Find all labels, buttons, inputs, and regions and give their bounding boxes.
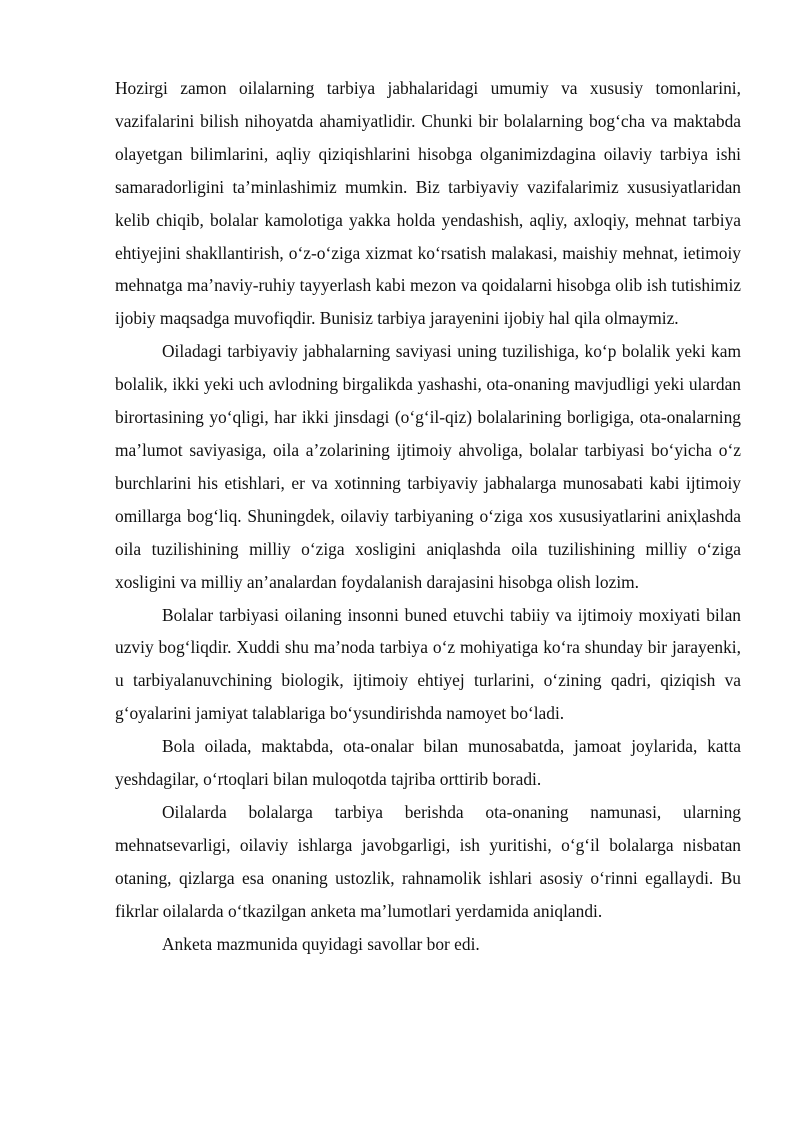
document-page (115, 72, 741, 960)
paragraph: Oilalarda bolalarga tarbiya berishda ota-onaning namunasi, ularning mehnatsevarligi, oilaviy ishlarga javobgarligi, ish yuritishi, o‘g‘il bolalarga nisbatan otaning, qizlarga esa onaning ustozlik, rahnamolik ishlari asosiy o‘rinni egallaydi. Bu fikrlar oilalarda o‘tkazilgan anketa ma’lumotlari yerdamida aniqlandi. (115, 801, 741, 921)
paragraph: Bola oilada, maktabda, ota-onalar bilan munosabatda, jamoat joylarida, katta yeshdagilar, o‘rtoqlari bilan muloqotda tajriba orttirib boradi. (115, 736, 741, 790)
paragraph: Bolalar tarbiyasi oilaning insonni buned etuvchi tabiiy va ijtimoiy moxiyati bilan uzviy bog‘liqdir. Xuddi shu ma’noda tarbiya o‘z mohiyatiga ko‘ra shunday bir jarayenki, u tarbiyalanuvchining biologik, ijtimoiy ehtiyej turlarini, o‘zining qadri, qiziqish va g‘oyalarini jamiyat talablariga bo‘ysundirishda namoyet bo‘ladi. (115, 604, 741, 724)
paragraph: Hozirgi zamon oilalarning tarbiya jabhalaridagi umumiy va xususiy tomonlarini, vazifalarini bilish nihoyatda ahamiyatlidir. Chunki bir bolalarning bog‘cha va maktabda olayetgan bilimlarini, aqliy qiziqishlarini hisobga olganimizdagina oilaviy tarbiya ishi samaradorligini ta’minlashimiz mumkin. Biz tarbiyaviy vazifalarimiz xususiyatlaridan kelib chiqib, bolalar kamolotiga yakka holda yendashish, aqliy, axloqiy, mehnat tarbiya ehtiyejini shakllantirish, o‘z-o‘ziga xizmat ko‘rsatish malakasi, maishiy mehnat, ietimoiy mehnatga ma’naviy-ruhiy tayyerlash kabi mezon va qoidalarni hisobga olib ish tutishimiz ijobiy maqsadga muvofiqdir. Bunisiz tarbiya jarayenini ijobiy hal qila olmaymiz. (115, 78, 741, 329)
paragraph: Oiladagi tarbiyaviy jabhalarning saviyasi uning tuzilishiga, ko‘p bolalik yeki kam bolalik, ikki yeki uch avlodning birgalikda yashashi, ota-onaning mavjudligi yeki ulardan birortasining yo‘qligi, har ikki jinsdagi (o‘g‘il-qiz) bolalarining borligiga, ota-onalarning ma’lumot saviyasiga, oila a’zolarining ijtimoiy ahvoliga, bolalar tarbiyasi bo‘yicha o‘z burchlarini his etishlari, er va xotinning tarbiyaviy jabhalarga munosabati kabi ijtimoiy omillarga bog‘liq. Shuningdek, oilaviy tarbiyaning o‘ziga xos xususiyatlarini aniҳlashda oila tuzilishining milliy o‘ziga xosligini aniqlashda oila tuzilishining milliy o‘ziga xosligini va milliy an’analardan foydalanish darajasini hisobga olish lozim. (115, 341, 741, 592)
paragraph: Anketa mazmunida quyidagi savollar bor edi. (162, 933, 480, 954)
